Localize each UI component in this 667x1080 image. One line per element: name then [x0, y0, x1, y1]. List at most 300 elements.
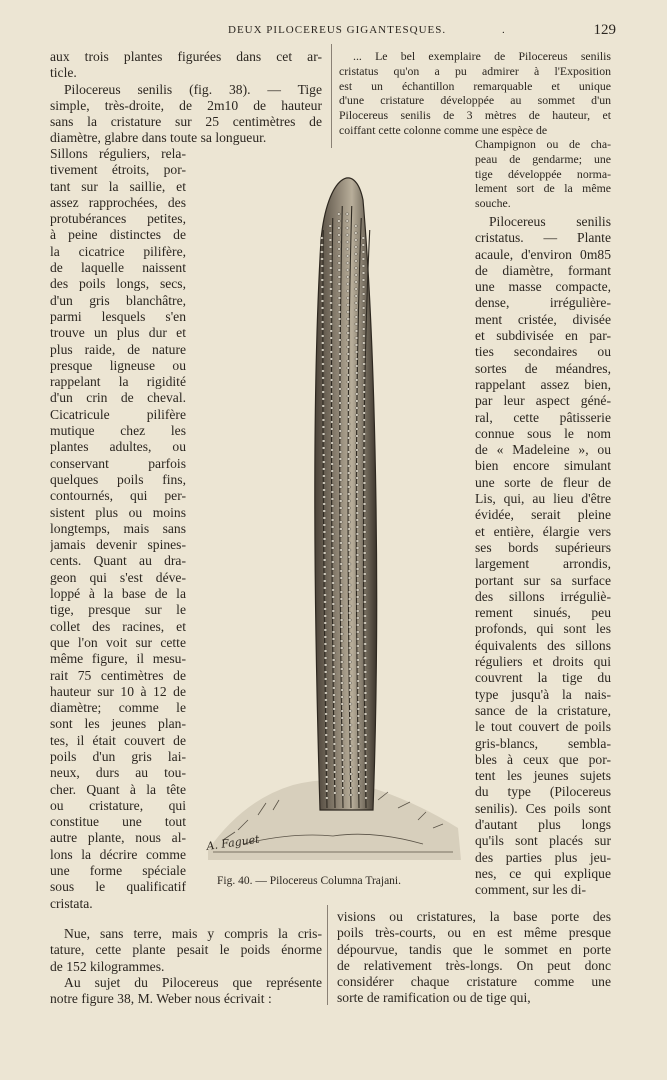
cactus-areole — [348, 570, 351, 572]
cactus-areole — [325, 706, 328, 708]
cactus-areole — [347, 360, 350, 362]
cactus-areole — [356, 498, 359, 500]
cactus-areole — [349, 759, 352, 761]
text-line: plantes adultes, ou — [50, 439, 186, 455]
cactus-areole — [348, 605, 351, 607]
cactus-areole — [354, 239, 357, 241]
text-line: quelques poils fins, — [50, 471, 186, 487]
cactus-areole — [324, 671, 327, 673]
cactus-areole — [340, 619, 343, 621]
cactus-areole — [324, 615, 327, 617]
cactus-illustration — [203, 160, 473, 870]
text-line: Pilocereus senilis (fig. 38). — Tige — [64, 81, 322, 97]
cactus-areole — [356, 512, 359, 514]
cactus-areole — [322, 461, 325, 463]
cactus-areole — [356, 477, 359, 479]
cactus-areole — [354, 253, 357, 255]
text-line: rappelant la rigidité — [50, 374, 186, 390]
cactus-areole — [339, 402, 342, 404]
cactus-areole — [362, 349, 365, 351]
cactus-areole — [323, 503, 326, 505]
cactus-areole — [341, 738, 344, 740]
cactus-areole — [364, 699, 367, 701]
cactus-areole — [338, 311, 341, 313]
text-line: parmi lesquels s'en — [50, 308, 186, 324]
cactus-areole — [347, 465, 350, 467]
text-line: d'une cristature développée au sommet d'un — [339, 93, 611, 108]
text-line: de diamètre, formant — [475, 262, 611, 278]
text-line: mutique chez les — [50, 423, 186, 439]
cactus-areole — [340, 647, 343, 649]
cactus-areole — [357, 792, 360, 794]
cactus-areole — [355, 365, 358, 367]
cactus-areole — [356, 540, 359, 542]
cactus-areole — [331, 561, 334, 563]
cactus-areole — [354, 267, 357, 269]
text-line: Pilocereus senilis — [489, 214, 611, 229]
cactus-areole — [355, 435, 358, 437]
cactus-areole — [325, 790, 328, 792]
cactus-areole — [364, 755, 367, 757]
cactus-areole — [339, 507, 342, 509]
cactus-areole — [329, 295, 332, 297]
cactus-areole — [354, 260, 357, 262]
cactus-areole — [355, 344, 358, 346]
text-line: Cicatricule pilifère — [50, 406, 186, 422]
cactus-areole — [349, 661, 352, 663]
cactus-areole — [349, 668, 352, 670]
left-column-narrow — [50, 146, 186, 912]
cactus-areole — [357, 743, 360, 745]
cactus-areole — [338, 283, 341, 285]
cactus-areole — [324, 685, 327, 687]
cactus-areole — [338, 367, 341, 369]
cactus-areole — [340, 549, 343, 551]
cactus-areole — [323, 517, 326, 519]
text-line: bien encore simulant — [475, 458, 611, 474]
text-line: sistent plus ou moins — [50, 504, 186, 520]
cactus-areole — [349, 780, 352, 782]
cactus-areole — [347, 451, 350, 453]
text-line: des poils longs, secs, — [50, 276, 186, 292]
cactus-areole — [364, 678, 367, 680]
text-line: collet des racines, et — [50, 618, 186, 634]
cactus-areole — [331, 498, 334, 500]
cactus-areole — [324, 650, 327, 652]
running-header — [50, 24, 616, 42]
cactus-areole — [338, 255, 341, 257]
cactus-areole — [357, 687, 360, 689]
cactus-areole — [323, 496, 326, 498]
cactus-areole — [347, 374, 350, 376]
cactus-areole — [331, 463, 334, 465]
cactus-areole — [323, 552, 326, 554]
text-line: trouve un plus dur et — [50, 325, 186, 341]
cactus-areole — [363, 496, 366, 498]
cactus-areole — [347, 339, 350, 341]
cactus-areole — [340, 556, 343, 558]
cactus-areole — [321, 321, 324, 323]
text-line: Au sujet du Pilocereus que représente — [64, 974, 322, 990]
cactus-areole — [364, 664, 367, 666]
cactus-areole — [325, 769, 328, 771]
cactus-areole — [324, 629, 327, 631]
cactus-areole — [331, 442, 334, 444]
column-divider-top — [331, 44, 332, 148]
cactus-areole — [355, 449, 358, 451]
text-line: d'autant plus longs — [475, 816, 611, 832]
cactus-areole — [325, 748, 328, 750]
cactus-areole — [346, 234, 349, 236]
cactus-areole — [338, 332, 341, 334]
cactus-areole — [362, 328, 365, 330]
cactus-areole — [333, 785, 336, 787]
cactus-areole — [340, 542, 343, 544]
text-line: portant sur sa surface — [475, 572, 611, 588]
text-line: diamètre, glabre dans toute sa longueur. — [50, 130, 267, 146]
text-line: notre figure 38, M. Weber nous écrivait : — [50, 991, 272, 1007]
cactus-areole — [341, 794, 344, 796]
cactus-areole — [348, 591, 351, 593]
text-line: de 152 kilogrammes. — [50, 958, 165, 974]
cactus-areole — [355, 288, 358, 290]
cactus-areole — [364, 636, 367, 638]
cactus-areole — [362, 258, 365, 260]
cactus-areole — [325, 755, 328, 757]
cactus-areole — [340, 661, 343, 663]
text-line: autre plante, nous al- — [50, 830, 186, 846]
cactus-areole — [355, 428, 358, 430]
cactus-areole — [363, 517, 366, 519]
cactus-areole — [340, 640, 343, 642]
cactus-areole — [338, 290, 341, 292]
cactus-areole — [332, 603, 335, 605]
running-title: DEUX PILOCEREUS GIGANTESQUES. — [228, 24, 447, 36]
cactus-areole — [330, 344, 333, 346]
cactus-areole — [363, 524, 366, 526]
cactus-areole — [356, 610, 359, 612]
cactus-areole — [330, 337, 333, 339]
cactus-areole — [332, 687, 335, 689]
text-line: type jusqu'à la nais- — [475, 686, 611, 702]
cactus-areole — [329, 281, 332, 283]
figure-caption: Fig. 40. — Pilocereus Columna Trajani. — [217, 875, 401, 887]
cactus-areole — [325, 783, 328, 785]
cactus-areole — [339, 486, 342, 488]
cactus-areole — [355, 302, 358, 304]
text-line: contournés, qui per- — [50, 488, 186, 504]
cactus-areole — [349, 675, 352, 677]
right-column-narrow — [475, 214, 611, 898]
cactus-areole — [364, 685, 367, 687]
cactus-areole — [320, 258, 323, 260]
cactus-areole — [356, 617, 359, 619]
text-line: bles à ceux que por- — [475, 751, 611, 767]
cactus-areole — [337, 213, 340, 215]
cactus-areole — [362, 272, 365, 274]
text-line: des sillons irréguliè- — [475, 588, 611, 604]
cactus-areole — [332, 673, 335, 675]
cactus-areole — [330, 435, 333, 437]
cactus-areole — [346, 325, 349, 327]
cactus-areole — [363, 405, 366, 407]
cactus-areole — [340, 633, 343, 635]
text-line: sans la cristature sur 25 centimètres de — [50, 114, 322, 130]
cactus-areole — [346, 269, 349, 271]
cactus-areole — [341, 696, 344, 698]
cactus-areole — [364, 706, 367, 708]
cactus-areole — [324, 636, 327, 638]
cactus-areole — [339, 416, 342, 418]
cactus-areole — [331, 533, 334, 535]
text-line: des parties plus jeu- — [475, 849, 611, 865]
cactus-areole — [341, 675, 344, 677]
cactus-areole — [331, 477, 334, 479]
text-line: réguliers et droits qui — [475, 654, 611, 670]
cactus-areole — [331, 491, 334, 493]
cactus-areole — [322, 433, 325, 435]
cactus-areole — [348, 619, 351, 621]
cactus-areole — [348, 535, 351, 537]
cactus-areole — [357, 659, 360, 661]
text-line: nes, ce qui explique — [475, 865, 611, 881]
cactus-areole — [338, 262, 341, 264]
text-line: ses bords supérieurs — [475, 539, 611, 555]
cactus-areole — [332, 659, 335, 661]
cactus-areole — [364, 776, 367, 778]
cactus-areole — [362, 237, 365, 239]
cactus-areole — [341, 759, 344, 761]
cactus-areole — [355, 274, 358, 276]
cactus-areole — [348, 598, 351, 600]
cactus-areole — [339, 514, 342, 516]
cactus-areole — [355, 379, 358, 381]
text-line: connue sous le nom — [475, 425, 611, 441]
cactus-areole — [364, 650, 367, 652]
text-line: ticle. — [50, 65, 77, 81]
cactus-areole — [346, 220, 349, 222]
cactus-areole — [349, 738, 352, 740]
cactus-areole — [364, 797, 367, 799]
cactus-areole — [348, 563, 351, 565]
text-line: ment cristée, divisée — [475, 311, 611, 327]
cactus-areole — [341, 745, 344, 747]
cactus-areole — [362, 293, 365, 295]
cactus-areole — [341, 766, 344, 768]
cactus-areole — [347, 437, 350, 439]
cactus-areole — [321, 272, 324, 274]
cactus-areole — [346, 255, 349, 257]
cactus-areole — [338, 339, 341, 341]
cactus-areole — [357, 680, 360, 682]
cactus-areole — [340, 563, 343, 565]
cactus-areole — [340, 668, 343, 670]
cactus-areole — [329, 274, 332, 276]
cactus-areole — [339, 430, 342, 432]
cactus-areole — [321, 286, 324, 288]
cactus-areole — [321, 363, 324, 365]
cactus-areole — [347, 423, 350, 425]
text-line: tes, il était couvert de — [50, 732, 186, 748]
cactus-areole — [349, 682, 352, 684]
cactus-areole — [363, 594, 366, 596]
text-line: diamètre; comme le — [50, 700, 186, 716]
cactus-areole — [340, 598, 343, 600]
cactus-areole — [362, 307, 365, 309]
text-line: presque ligneuse ou — [50, 357, 186, 373]
cactus-areole — [339, 423, 342, 425]
text-line: évidée, serait pleine — [475, 507, 611, 523]
cactus-areole — [364, 790, 367, 792]
cactus-areole — [349, 766, 352, 768]
cactus-areole — [330, 379, 333, 381]
cactus-areole — [364, 713, 367, 715]
text-line: rait 75 centimètres de — [50, 667, 186, 683]
cactus-areole — [349, 689, 352, 691]
cactus-areole — [324, 657, 327, 659]
cactus-areole — [357, 729, 360, 731]
cactus-areole — [364, 692, 367, 694]
text-line: couvrent la tige du — [475, 670, 611, 686]
cactus-areole — [339, 521, 342, 523]
cactus-areole — [357, 764, 360, 766]
text-line: loppé à la base de la — [50, 586, 186, 602]
cactus-areole — [324, 601, 327, 603]
text-line: geon qui s'est déve- — [50, 569, 186, 585]
cactus-areole — [349, 773, 352, 775]
text-line: sance de la cristature, — [475, 702, 611, 718]
cactus-areole — [330, 330, 333, 332]
cactus-areole — [321, 293, 324, 295]
cactus-areole — [347, 367, 350, 369]
cactus-areole — [339, 395, 342, 397]
cactus-areole — [329, 232, 332, 234]
cactus-areole — [357, 778, 360, 780]
text-line: profonds, qui sont les — [475, 621, 611, 637]
right-column-bottom — [337, 909, 611, 1007]
cactus-areole — [362, 265, 365, 267]
cactus-areole — [339, 465, 342, 467]
cactus-areole — [346, 318, 349, 320]
cactus-areole — [333, 743, 336, 745]
cactus-areole — [333, 778, 336, 780]
cactus-areole — [356, 575, 359, 577]
right-column-top — [339, 49, 611, 138]
text-line: de relativement très-longs. On peut donc — [337, 957, 611, 973]
cactus-areole — [332, 617, 335, 619]
cactus-areole — [330, 351, 333, 353]
cactus-areole — [357, 708, 360, 710]
cactus-areole — [348, 584, 351, 586]
cactus-areole — [362, 356, 365, 358]
cactus-areole — [357, 757, 360, 759]
cactus-areole — [363, 566, 366, 568]
cactus-areole — [349, 745, 352, 747]
text-line: de « Madeleine », ou — [475, 442, 611, 458]
cactus-areole — [357, 736, 360, 738]
cactus-areole — [348, 549, 351, 551]
cactus-areole — [362, 244, 365, 246]
cactus-areole — [332, 596, 335, 598]
cactus-areole — [347, 486, 350, 488]
cactus-areole — [324, 699, 327, 701]
cactus-areole — [364, 657, 367, 659]
cactus-areole — [341, 710, 344, 712]
cactus-areole — [356, 589, 359, 591]
cactus-areole — [347, 444, 350, 446]
cactus-areole — [362, 251, 365, 253]
text-line: cher. Quant à la tête — [50, 781, 186, 797]
cactus-areole — [338, 388, 341, 390]
cactus-areole — [337, 241, 340, 243]
cactus-areole — [332, 680, 335, 682]
cactus-areole — [333, 792, 336, 794]
cactus-areole — [347, 416, 350, 418]
cactus-areole — [363, 461, 366, 463]
text-line: rement sinués, peu — [475, 605, 611, 621]
cactus-areole — [323, 573, 326, 575]
text-line: tant sur la saillie, et — [50, 178, 186, 194]
cactus-areole — [355, 323, 358, 325]
cactus-areole — [364, 608, 367, 610]
cactus-areole — [348, 521, 351, 523]
cactus-areole — [332, 631, 335, 633]
cactus-areole — [339, 500, 342, 502]
cactus-areole — [322, 412, 325, 414]
cactus-areole — [355, 442, 358, 444]
cactus-areole — [364, 734, 367, 736]
cactus-areole — [323, 559, 326, 561]
cactus-areole — [363, 426, 366, 428]
cactus-areole — [340, 584, 343, 586]
cactus-areole — [348, 542, 351, 544]
cactus-areole — [363, 468, 366, 470]
cactus-areole — [357, 645, 360, 647]
cactus-areole — [357, 638, 360, 640]
cactus-areole — [341, 717, 344, 719]
text-line: largement arrondis, — [475, 556, 611, 572]
cactus-areole — [349, 794, 352, 796]
cactus-areole — [329, 239, 332, 241]
cactus-areole — [356, 456, 359, 458]
text-line: senilis). Ces poils sont — [475, 800, 611, 816]
text-line: Nue, sans terre, mais y compris la cris- — [64, 926, 322, 941]
cactus-areole — [340, 626, 343, 628]
cactus-areole — [341, 773, 344, 775]
cactus-areole — [363, 482, 366, 484]
cactus-areole — [363, 573, 366, 575]
text-line: tature, cette plante pesait le poids énorme — [50, 942, 322, 958]
cactus-areole — [363, 454, 366, 456]
cactus-areole — [321, 265, 324, 267]
cactus-areole — [347, 493, 350, 495]
text-line: tige, presque sur le — [50, 602, 186, 618]
text-line: le tout couvert de poils — [475, 719, 611, 735]
cactus-areole — [363, 601, 366, 603]
cactus-areole — [329, 316, 332, 318]
cactus-areole — [323, 587, 326, 589]
cactus-areole — [338, 325, 341, 327]
cactus-areole — [338, 360, 341, 362]
text-line: équivalents des sillons — [475, 637, 611, 653]
cactus-areole — [363, 489, 366, 491]
text-line: cents. Quant au dra- — [50, 553, 186, 569]
text-line: sorte de ramification ou de tige qui, — [337, 990, 531, 1006]
cactus-areole — [321, 314, 324, 316]
cactus-areole — [338, 353, 341, 355]
cactus-areole — [348, 647, 351, 649]
cactus-areole — [321, 356, 324, 358]
